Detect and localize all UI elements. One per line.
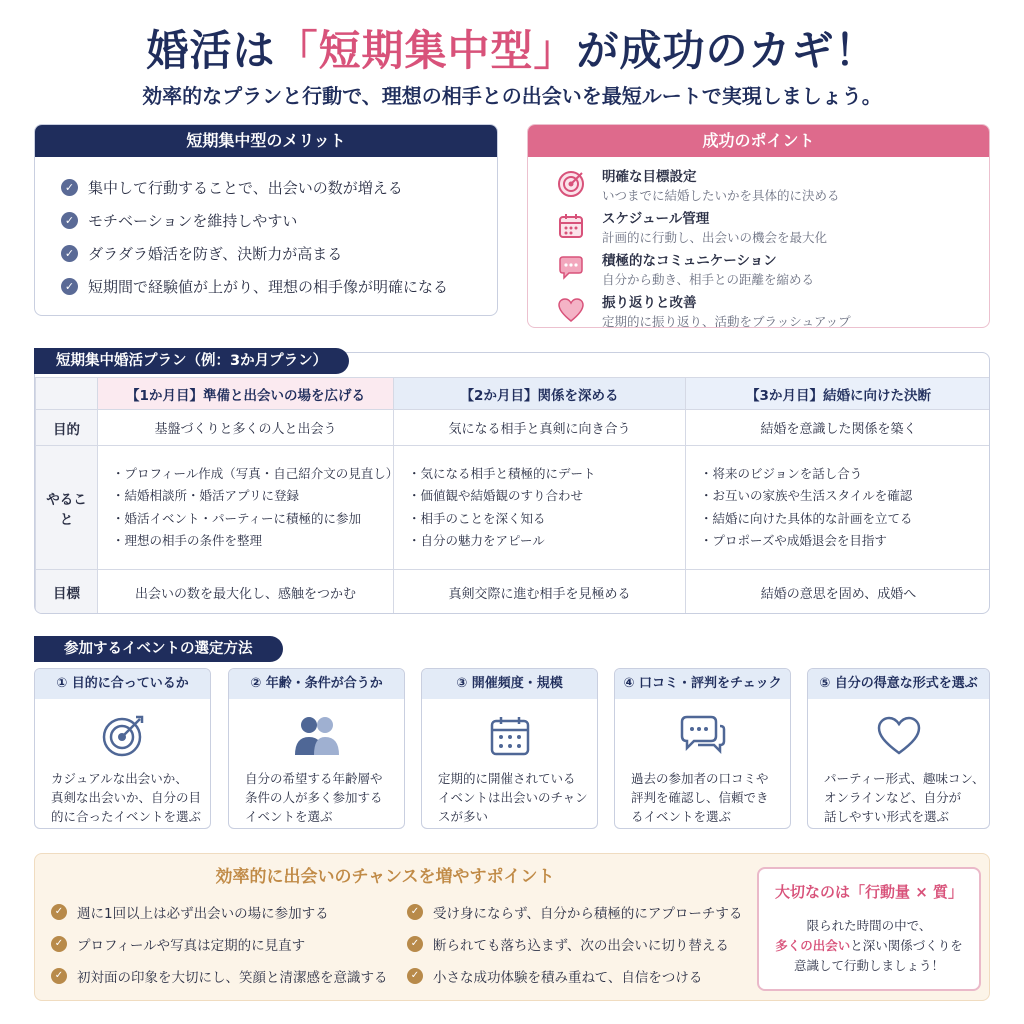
event-card bbox=[228, 668, 405, 829]
table-row bbox=[36, 446, 991, 570]
table-cell: ・気になる相手と積極的にデート ・価値観や結婚観のすり合わせ ・相手のことを深く知る ・自分の魅力をアピール bbox=[394, 446, 686, 570]
list-item: ✓ 初対面の印象を大切にし、笑顔と清潔感を意識する bbox=[51, 960, 388, 992]
events-section-label: 参加するイベントの選定方法 bbox=[34, 636, 283, 662]
success-points-card bbox=[527, 124, 990, 328]
plan-section-label: 短期集中婚活プラン（例：3か月プラン） bbox=[34, 348, 349, 374]
event-card-desc: パーティー形式、趣味コン、 オンラインなど、自分が 話しやすい形式を選ぶ bbox=[824, 771, 985, 824]
check-icon: ✓ bbox=[61, 179, 78, 196]
event-card-desc: 定期的に開催されている イベントは出会いのチャン スが多い bbox=[438, 771, 588, 824]
column-header: 【1か月目】準備と出会いの場を広げる bbox=[98, 378, 394, 410]
check-icon: ✓ bbox=[61, 278, 78, 295]
people-icon bbox=[229, 703, 404, 769]
key-message-title: 大切なのは「行動量 × 質」 bbox=[774, 883, 963, 901]
event-card-title: ⑤ 自分の得意な形式を選ぶ bbox=[808, 669, 989, 699]
title-highlight: 「短期集中型」 bbox=[275, 26, 577, 75]
key-message-text: 限られた時間の中で、 多くの出会いと深い関係づくりを 意識して行動しましょう！ bbox=[775, 918, 963, 973]
event-card-desc: 過去の参加者の口コミや 評判を確認し、信頼でき るイベントを選ぶ bbox=[631, 771, 769, 824]
page-title: 婚活は「短期集中型」が成功のカギ！ bbox=[146, 26, 878, 75]
list-item: 積極的なコミュニケーション 自分から動き、相手との距離を縮める bbox=[528, 247, 989, 289]
chat-icon bbox=[556, 253, 586, 283]
row-header: 目標 bbox=[36, 570, 98, 615]
check-icon: ✓ bbox=[407, 904, 423, 920]
list-item: ✓ プロフィールや写真は定期的に見直す bbox=[51, 928, 388, 960]
heart-icon bbox=[556, 295, 586, 325]
event-card-desc: 自分の希望する年齢層や 条件の人が多く参加する イベントを選ぶ bbox=[245, 771, 383, 824]
plan-table-card bbox=[34, 352, 990, 614]
check-icon: ✓ bbox=[61, 245, 78, 262]
list-item: ✓ 小さな成功体験を積み重ねて、自信をつける bbox=[407, 960, 742, 992]
table-cell: 真剣交際に進む相手を見極める bbox=[394, 570, 686, 615]
tips-title: 効率的に出会いのチャンスを増やすポイント bbox=[215, 867, 555, 887]
event-card-desc: カジュアルな出会いか、 真剣な出会いか、自分の目 的に合ったイベントを選ぶ bbox=[51, 771, 202, 824]
list-item: 明確な目標設定 いつまでに結婚したいかを具体的に決める bbox=[528, 163, 989, 205]
row-header: 目的 bbox=[36, 410, 98, 446]
table-row bbox=[36, 410, 991, 446]
merits-list bbox=[35, 157, 497, 303]
table-cell: 結婚の意思を固め、成婚へ bbox=[686, 570, 991, 615]
tips-list-right bbox=[407, 896, 742, 992]
chat-icon bbox=[615, 703, 790, 769]
calendar-icon bbox=[422, 703, 597, 769]
table-row bbox=[36, 570, 991, 615]
list-item: ✓ ダラダラ婚活を防ぎ、決断力が高まる bbox=[61, 237, 497, 270]
list-item: ✓ 週に1回以上は必ず出会いの場に参加する bbox=[51, 896, 388, 928]
event-card bbox=[807, 668, 990, 829]
list-item: ✓ 短期間で経験値が上がり、理想の相手像が明確になる bbox=[61, 270, 497, 303]
check-icon: ✓ bbox=[61, 212, 78, 229]
tips-card bbox=[34, 853, 990, 1001]
key-emphasis: 多くの出会い bbox=[775, 938, 851, 953]
event-card-title: ④ 口コミ・評判をチェック bbox=[615, 669, 790, 699]
list-item: ✓ 断られても落ち込まず、次の出会いに切り替える bbox=[407, 928, 742, 960]
check-icon: ✓ bbox=[51, 936, 67, 952]
table-cell: ・プロフィール作成（写真・自己紹介文の見直し） ・結婚相談所・婚活アプリに登録 ・婚活イベント・パーティーに積極的に参加 ・理想の相手の条件を整理 bbox=[98, 446, 394, 570]
table-corner bbox=[36, 378, 98, 410]
list-item: 振り返りと改善 定期的に振り返り、活動をブラッシュアップ bbox=[528, 289, 989, 328]
list-item: ✓ 受け身にならず、自分から積極的にアプローチする bbox=[407, 896, 742, 928]
column-header: 【3か月目】結婚に向けた決断 bbox=[686, 378, 991, 410]
table-cell: 結婚を意識した関係を築く bbox=[686, 410, 991, 446]
table-cell: 基盤づくりと多くの人と出会う bbox=[98, 410, 394, 446]
table-cell: 気になる相手と真剣に向き合う bbox=[394, 410, 686, 446]
check-icon: ✓ bbox=[51, 968, 67, 984]
list-item: ✓ モチベーションを維持しやすい bbox=[61, 204, 497, 237]
page-subtitle: 効率的なプランと行動で、理想の相手との出会いを最短ルートで実現しましょう。 bbox=[142, 84, 882, 108]
table-cell: 出会いの数を最大化し、感触をつかむ bbox=[98, 570, 394, 615]
success-points-title: 成功のポイント bbox=[528, 125, 989, 157]
event-card-title: ① 目的に合っているか bbox=[35, 669, 210, 699]
row-header: やること bbox=[36, 446, 98, 570]
key-message-box bbox=[757, 867, 981, 991]
list-item: スケジュール管理 計画的に行動し、出会いの機会を最大化 bbox=[528, 205, 989, 247]
event-card bbox=[614, 668, 791, 829]
check-icon: ✓ bbox=[407, 936, 423, 952]
table-cell: ・将来のビジョンを話し合う ・お互いの家族や生活スタイルを確認 ・結婚に向けた具体的な計画を立てる ・プロポーズや成婚退会を目指す bbox=[686, 446, 991, 570]
merits-title: 短期集中型のメリット bbox=[35, 125, 497, 157]
event-card-title: ③ 開催頻度・規模 bbox=[422, 669, 597, 699]
plan-table bbox=[35, 377, 990, 614]
target-icon bbox=[35, 703, 210, 769]
event-card-title: ② 年齢・条件が合うか bbox=[229, 669, 404, 699]
event-card bbox=[421, 668, 598, 829]
target-icon bbox=[556, 169, 586, 199]
calendar-icon bbox=[556, 211, 586, 241]
event-card bbox=[34, 668, 211, 829]
column-header: 【2か月目】関係を深める bbox=[394, 378, 686, 410]
heart-icon bbox=[808, 703, 989, 769]
merits-card bbox=[34, 124, 498, 316]
tips-list-left bbox=[51, 896, 388, 992]
check-icon: ✓ bbox=[407, 968, 423, 984]
check-icon: ✓ bbox=[51, 904, 67, 920]
list-item: ✓ 集中して行動することで、出会いの数が増える bbox=[61, 171, 497, 204]
